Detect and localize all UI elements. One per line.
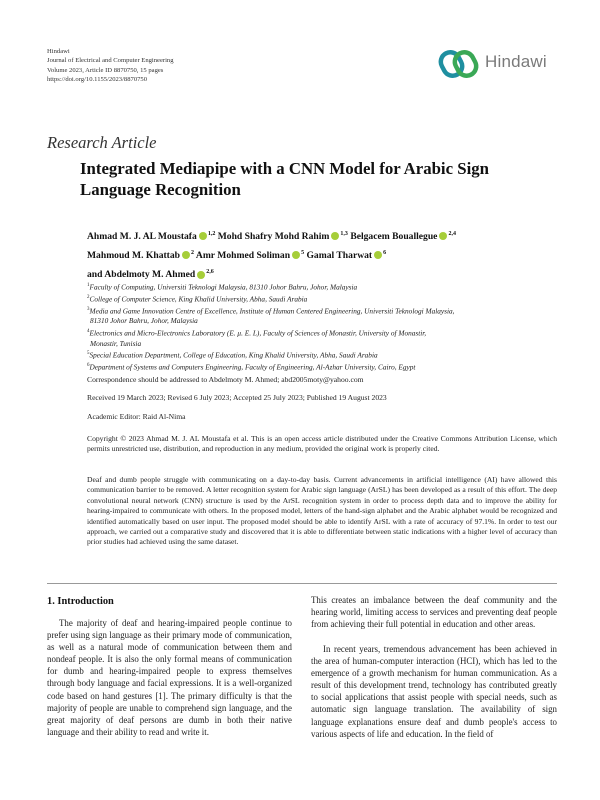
volume-line: Volume 2023, Article ID 8870750, 15 pages [47, 66, 164, 74]
copyright-notice: Copyright © 2023 Ahmad M. J. AL Moustafa et al. This is an open access article distributed under the Creative Commons Attribution License, which permits unrestricted use, distribution, and reproduction in any medium, provided the original work is properly cited. [87, 434, 557, 454]
orcid-icon[interactable] [331, 232, 339, 240]
journal-name: Journal of Electrical and Computer Engineering [47, 57, 174, 65]
abstract: Deaf and dumb people struggle with communicating on a day-to-day basis. Current advancements in artificial intelligence (AI) have allowed this communication barrier to be removed. A letter recognition system for Arabic sign language (ArSL) has been developed as a result of this effort. The deep convolutional neural network (CNN) structure is used by the ArSL recognition system in order to process depth data and to improve the ability for hearing-impaired to communicate with others. In the proposed model, letters of the hand-sign alphabet and the Arabic alphabet would be recognized and identified automatically based on user input. The proposed model should be able to identify ArSL with a rate of accuracy of 97.1%. In order to test our approach, we carried out a comparative study and discovered that it is able to differentiate between static indications with a higher level of accuracy than prior studies had achieved using the same dataset. [87, 475, 557, 547]
orcid-icon[interactable] [199, 232, 207, 240]
section-heading [47, 596, 114, 607]
author-conjunction: and [87, 269, 103, 281]
publisher-name: Hindawi [47, 48, 70, 55]
academic-editor: Academic Editor: Raid Al-Nima [87, 412, 186, 421]
orcid-icon[interactable] [439, 232, 447, 240]
body-paragraph: In recent years, tremendous advancement has been achieved in the area of human-computer interaction (HCI), which has led to the emergence of a growth mechanism for human communication. As a result of this development trend, technology has contributed greatly to social applications that assist people with special needs, such as automatic sign language translation. The availability of sign language explanations ensure deaf and dumb people's access to various aspects of life and education. In the field of [311, 644, 557, 739]
affiliation-list [87, 281, 557, 373]
affiliation-item: $^2$College of Computer Science, King Khalid University, Abha, Saudi Arabia [87, 294, 308, 304]
section-title: Introduction [57, 596, 114, 607]
affiliation-continuation: Monastir, Tunisia [90, 338, 142, 348]
orcid-icon[interactable] [374, 251, 382, 259]
affiliation-item: $^3$Media and Game Innovation Centre of Excellence, Institute of Human Centered Engineering, Universiti Teknologi Malaysia, [87, 306, 455, 316]
section-number: 1. [47, 596, 55, 607]
hindawi-logo-icon [438, 43, 482, 85]
logo-text: Hindawi [485, 52, 547, 71]
publication-dates: Received 19 March 2023; Revised 6 July 2023; Accepted 25 July 2023; Published 19 August 2023 [87, 393, 387, 402]
orcid-icon[interactable] [197, 271, 205, 279]
orcid-icon[interactable] [292, 251, 300, 259]
article-title: Integrated Mediapipe with a CNN Model for Arabic Sign Language Recognition [80, 159, 489, 199]
affiliation-item: $^1$Faculty of Computing, Universiti Teknologi Malaysia, 81310 Johor Bahru, Johor, Malaysia [87, 282, 358, 292]
body-paragraph: The majority of deaf and hearing-impaired people continue to prefer using sign language as their primary mode of communication, as well as a natural mode of communication between them and nondeaf people. It is also the only formal means of communication for dumb and hearing-impaired people to express themselves through body language and facial expressions. It is a well-organized code based on hand gestures [1]. The primary difficulty is that the majority of people are unable to comprehend sign language, and the great majority of deaf persons are dumb in both their native language and their ability to read and write it. [47, 618, 292, 737]
body-paragraph: This creates an imbalance between the deaf community and the hearing world, limiting access to services and preventing deaf people from achieving their full potential in education and other areas. [311, 595, 557, 630]
author-name[interactable]: Belgacem Bouallegue [350, 231, 438, 243]
affiliation-item: $^5$Special Education Department, College of Education, King Khalid University, Abha, Saudi Arabia [87, 350, 378, 360]
author-affil: 1,3 [340, 231, 348, 237]
affiliation-item: $^4$Electronics and Micro-Electronics Laboratory (E. μ. E. L), Faculty of Sciences of Monastir, University of Monastir, [87, 328, 427, 338]
author-affil: 2,4 [448, 231, 456, 237]
author-name[interactable]: Mohd Shafry Mohd Rahim [217, 231, 330, 243]
divider [47, 583, 557, 584]
author-affil: 1,2 [207, 231, 216, 237]
hindawi-logo[interactable] [438, 43, 558, 85]
author-affil: 2,6 [206, 269, 214, 276]
correspondence: Correspondence should be addressed to Abdelmoty M. Ahmed; abd2005moty@yahoo.com [87, 375, 364, 384]
journal-header [47, 47, 174, 84]
article-type: Research Article [47, 133, 157, 152]
author-name[interactable]: Gamal Tharwat [306, 250, 373, 262]
author-name[interactable]: Abdelmoty M. Ahmed [104, 269, 196, 281]
orcid-icon[interactable] [182, 251, 190, 259]
affiliation-continuation: 81310 Johor Bahru, Johor, Malaysia [90, 316, 198, 326]
affiliation-item: $^6$Department of Systems and Computers Engineering, Faculty of Engineering, Al-Azhar University, Cairo, Egypt [87, 362, 416, 372]
author-affil: 2 [191, 250, 195, 257]
doi-link[interactable]: https://doi.org/10.1155/2023/8870750 [47, 75, 148, 83]
author-name[interactable]: Ahmad M. J. AL Moustafa [87, 231, 197, 243]
author-affil: 5 [301, 250, 305, 257]
author-name[interactable]: Mahmoud M. Khattab [87, 250, 181, 262]
author-name[interactable]: Amr Mohmed Soliman [195, 250, 291, 262]
author-list [87, 226, 557, 284]
author-affil: 6 [383, 250, 387, 257]
